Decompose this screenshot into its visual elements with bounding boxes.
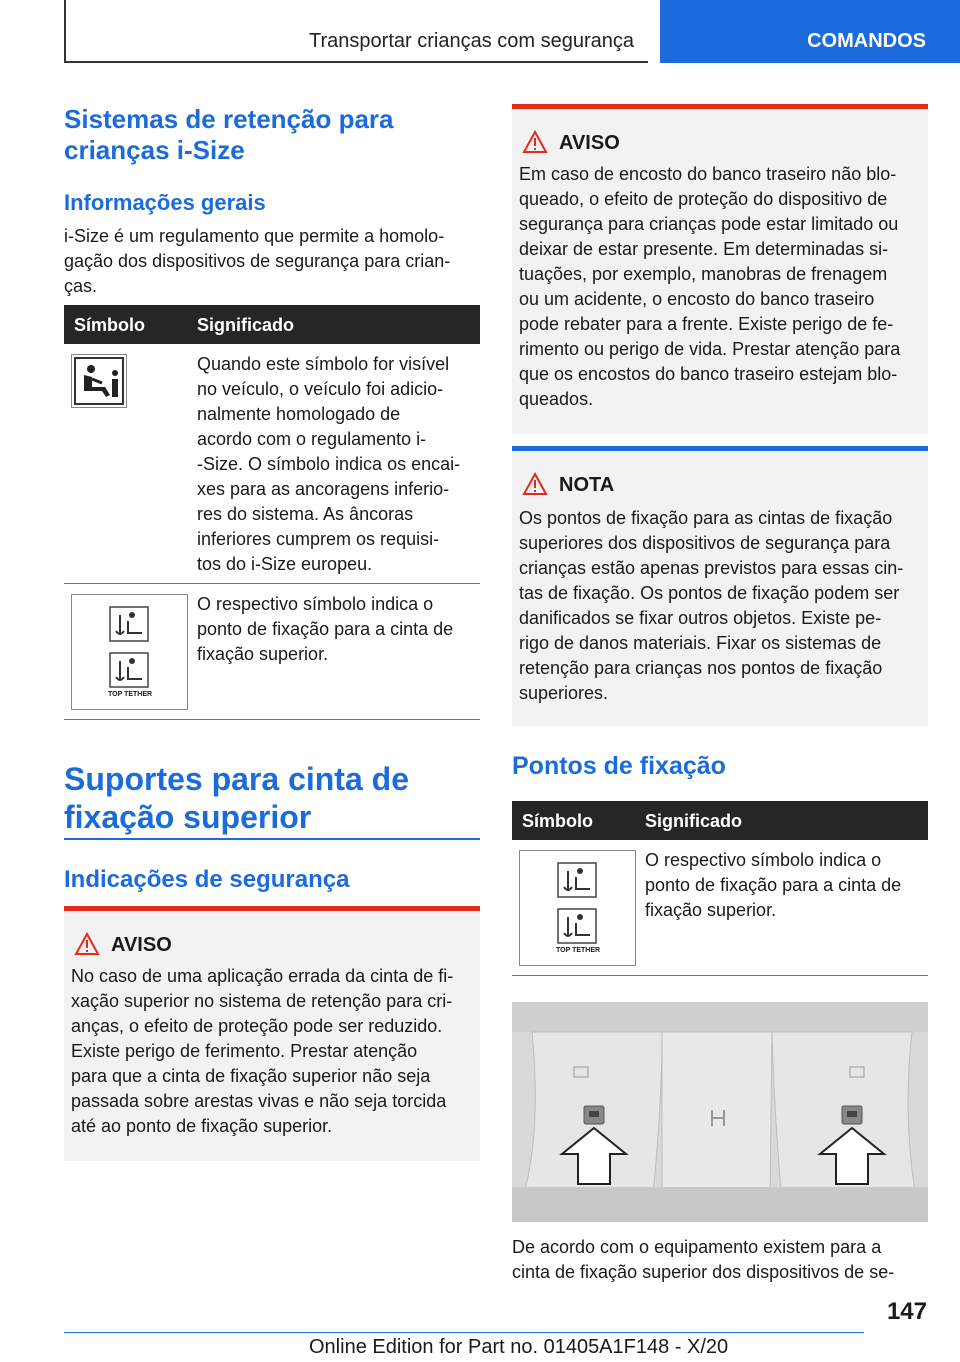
note-line: danificados se fixar outros objetos. Existe pe- (519, 608, 882, 628)
isize-title-line1: Sistemas de retenção para (64, 104, 394, 134)
warning-line: até ao ponto de fixação superior. (71, 1116, 333, 1136)
isize-title (64, 104, 394, 166)
note-text (519, 506, 903, 706)
header-section-box (64, 0, 648, 63)
section-title-line1: Suportes para cinta de (64, 761, 409, 797)
warning-box-right (512, 104, 928, 434)
safety-heading: Indicações de segurança (64, 866, 350, 893)
note-line: crianças estão apenas previstos para essas cin- (519, 558, 904, 578)
meaning-line: O respectivo símbolo indica o (197, 594, 434, 614)
meaning-line: tos do i-Size europeu. (197, 554, 373, 574)
warning-line: queado, o efeito de proteção do dispositivo de (519, 189, 888, 209)
header-section-title: Transportar crianças com segurança (309, 30, 634, 52)
top-tether-anchor-icon (558, 863, 596, 897)
col-meaning-header: Significado (645, 811, 743, 831)
meaning-line: nalmente homologado de (197, 404, 401, 424)
warning-line: ou um acidente, o encosto do banco traseiro (519, 289, 875, 309)
note-line: Os pontos de fixação para as cintas de fixação (519, 508, 893, 528)
warning-line: que os encostos do banco traseiro estejam blo- (519, 364, 898, 384)
header-chapter-tab (660, 0, 960, 63)
table-header (512, 801, 928, 840)
warning-line: tuações, por exemplo, manobras de frenagem (519, 264, 888, 284)
note-line: tas de fixação. Os pontos de fixação podem ser (519, 583, 900, 603)
warning-label: AVISO (111, 934, 172, 956)
warning-triangle-icon (522, 130, 548, 154)
meaning-line: inferiores cumprem os requisi- (197, 529, 440, 549)
meaning-line: ponto de fixação para a cinta de (197, 619, 454, 639)
warning-bar (512, 104, 928, 109)
meaning-line: res do sistema. As âncoras (197, 504, 414, 524)
photo-caption (512, 1235, 894, 1285)
page-number: 147 (886, 1298, 927, 1325)
note-bar (512, 446, 928, 451)
meaning-line: acordo com o regulamento i- (197, 429, 427, 449)
note-label: NOTA (559, 474, 615, 496)
meaning-line: fixação superior. (645, 900, 777, 920)
col-symbol-header: Símbolo (522, 811, 593, 831)
isize-title-line2: crianças i-Size (64, 135, 245, 165)
col-meaning-header: Significado (197, 315, 295, 335)
warning-bar (64, 906, 480, 911)
section-divider (64, 838, 480, 840)
meaning-line: O respectivo símbolo indica o (645, 850, 882, 870)
top-tether-anchor-icon (110, 607, 148, 641)
isize-symbol-table (64, 305, 480, 720)
anchor-point-marker (842, 1106, 862, 1124)
warning-line: segurança para crianças pode estar limitado ou (519, 214, 899, 234)
top-tether-symbol-box (71, 594, 188, 710)
meaning-line: ponto de fixação para a cinta de (645, 875, 902, 895)
warning-line: Em caso de encosto do banco traseiro não blo- (519, 164, 897, 184)
warning-text (71, 964, 453, 1139)
note-box (512, 446, 928, 726)
footer-text: Online Edition for Part no. 01405A1F148 - X/20 (309, 1336, 729, 1358)
warning-line: queados. (519, 389, 594, 409)
anchor-points-heading: Pontos de fixação (512, 752, 726, 780)
note-line: rigo de danos materiais. Fixar os sistemas de (519, 633, 882, 653)
meaning-line: Quando este símbolo for visível (197, 354, 450, 374)
warning-line: xação superior no sistema de retenção para cri- (71, 991, 453, 1011)
note-line: superiores. (519, 683, 609, 703)
top-tether-anchor-icon (558, 909, 596, 943)
intro-line: gação dos dispositivos de segurança para crian- (64, 251, 451, 271)
isize-child-seat-icon (71, 354, 127, 408)
caption-line: cinta de fixação superior dos dispositivos de se- (512, 1262, 895, 1282)
warning-label: AVISO (559, 132, 620, 154)
top-tether-meaning-text (197, 592, 453, 667)
header-chapter-label: COMANDOS (807, 30, 926, 52)
warning-text (519, 162, 900, 412)
general-info-heading: Informações gerais (64, 190, 266, 215)
intro-line: i-Size é um regulamento que permite a homolo- (64, 226, 445, 246)
note-line: retenção para crianças nos pontos de fixação (519, 658, 883, 678)
section-title (64, 760, 409, 836)
rear-seat-anchor-photo (512, 1002, 928, 1222)
top-tether-meaning-text (645, 848, 901, 923)
anchor-symbol-table (512, 801, 928, 976)
top-tether-label: TOP TETHER (108, 691, 153, 698)
isize-meaning-text (197, 352, 460, 577)
table-row (512, 840, 928, 976)
section-title-line2: fixação superior (64, 799, 312, 835)
warning-line: rimento ou perigo de vida. Prestar atenção para (519, 339, 901, 359)
meaning-line: no veículo, o veículo foi adicio- (197, 379, 444, 399)
top-tether-label: TOP TETHER (556, 947, 601, 954)
col-symbol-header: Símbolo (74, 315, 145, 335)
warning-line: Existe perigo de ferimento. Prestar atenção (71, 1041, 418, 1061)
table-row (64, 344, 480, 584)
warning-line: pode rebater para a frente. Existe perigo de fe- (519, 314, 894, 334)
warning-line: para que a cinta de fixação superior não seja (71, 1066, 431, 1086)
intro-line: ças. (64, 276, 98, 296)
table-row (64, 584, 480, 720)
warning-line: No caso de uma aplicação errada da cinta de fi- (71, 966, 454, 986)
warning-line: anças, o efeito de proteção pode ser reduzido. (71, 1016, 443, 1036)
table-header (64, 305, 480, 344)
intro-paragraph (64, 224, 450, 299)
warning-triangle-icon (74, 932, 100, 956)
anchor-point-marker (584, 1106, 604, 1124)
meaning-line: fixação superior. (197, 644, 329, 664)
footer (64, 1332, 864, 1358)
warning-line: deixar de estar presente. Em determinadas si- (519, 239, 889, 259)
caption-line: De acordo com o equipamento existem para a (512, 1237, 882, 1257)
top-tether-symbol-box (519, 850, 636, 966)
meaning-line: xes para as ancoragens inferio- (197, 479, 450, 499)
warning-box-left (64, 906, 480, 1161)
note-line: superiores dos dispositivos de segurança para (519, 533, 891, 553)
note-triangle-icon (522, 472, 548, 496)
warning-line: passada sobre arestas vivas e não seja torcida (71, 1091, 447, 1111)
meaning-line: -Size. O símbolo indica os encai- (197, 454, 461, 474)
top-tether-anchor-icon (110, 653, 148, 687)
